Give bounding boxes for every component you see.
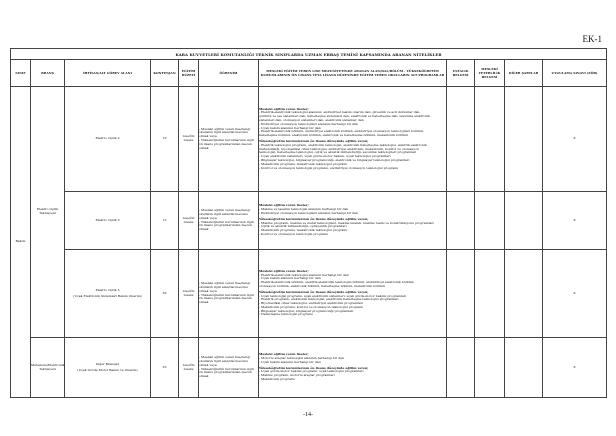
education-level-cell: Lise/Ön Lisans <box>179 250 199 338</box>
mastery-cell <box>447 338 475 398</box>
header-meslek: MESLEKİ EĞİTİM VEREN LİSE MEZUNİYETİNDE ARANAN ALAN/DAL/BÖLÜM - YÜKSEKÖĞRETİM KURUMLARININ ÖN LİSANS VEYA LİSANS DÜZEYİNDE EĞİTİM VEREN OKULLARIN ALT PROGRAMLAR <box>259 60 447 87</box>
duty-label: Elektro Optik 5 <box>95 287 120 292</box>
req-line: - Uçak gövde-motor bakımı programı, uçak teknolojisi programları <box>259 369 364 374</box>
education-line: - Mesleki eğitim veren lise/dengi okulların ilgili alan/dal mezunu olmak veya <box>199 208 251 220</box>
requirements-cell <box>259 338 447 398</box>
header-sinif: SINIF <box>11 60 31 87</box>
req-line: - Mekatronik programı, mekatronik teknolojisi programı <box>259 161 348 166</box>
req-line: - Uçak bakım alanının herhangi bir dalı <box>259 125 321 130</box>
education-level-cell: Lise/Ön Lisans <box>179 338 199 398</box>
education-line: - Mesleki eğitim veren lise/dengi okulların ilgili alan/dal mezunu olmak veya <box>199 281 251 293</box>
req-line: görüntü ve ses sistemleri dalı, haberleşme sistemleri dalı, elektronik ve haberleşme dalı, savunma elektronik <box>259 114 431 119</box>
req-title: Yükseköğretim kurumlarının ön lisans düzeyinde eğitim veren; <box>259 289 369 294</box>
education-level-cell: Lise/Ön Lisans <box>179 192 199 250</box>
education-line: - Yükseköğretim kurumlarının ilgili ön lisans programlarından mezun olmak <box>199 138 254 150</box>
quota-cell: 23 <box>151 338 179 398</box>
req-line: otomasyon bölümü, elektronik bölümü, haberleşme bölümü, mekatronik bölümü <box>259 283 385 288</box>
duty-sub-label: (Uçak Elektronik Sistemleri Bakım Onarım) <box>73 293 142 298</box>
req-title: Mesleki eğitim veren liseler; <box>259 352 309 357</box>
quota-cell: 39 <box>151 250 179 338</box>
header-ustalik: USTALIK BELGESİ <box>447 60 475 87</box>
req-line: - Makine programı, motorlu araçlar programları <box>259 373 335 378</box>
req-line: - Elektrik-elektronik bölümü, elektrik-elektronik teknolojisi bölümü, endüstriyel elektronik bölümü, <box>259 280 415 285</box>
req-line: - Elektrik-elektronik teknolojisi alanının; endüstriyel bakım onarım dalı, güvenlik ve acil durumlar dalı, <box>259 110 421 115</box>
req-line: - Elektrik programı, elektronik teknolojisi, elektronik haberleşme teknolojisi programları <box>259 297 399 302</box>
req-line: sistemleri dalı, otomasyon sistemleri dalı, elektronik sistemler dalı <box>259 118 364 123</box>
req-line: - Mekatronik programı <box>259 376 295 381</box>
req-line: - Uçak bakım alanının herhangi bir dalı <box>259 276 321 281</box>
education-cell <box>199 192 259 250</box>
req-title: Yükseköğretim kurumlarının ön lisans düzeyinde eğitim veren; <box>259 216 369 221</box>
duty-cell <box>65 250 151 338</box>
req-line: - Biyomedikal cihaz teknolojisi, endüstriyel elektronik programları <box>259 301 364 306</box>
table-row <box>11 250 607 338</box>
req-line: - Makine ve tasarım teknolojisi alanının herhangi bir dalı <box>259 207 349 212</box>
req-line: - Mekatronik programı, kontrol ve otomasyon teknolojisi programı <box>259 304 364 309</box>
education-cell <box>199 87 259 192</box>
req-line: - Haberleşme teknolojisi programı <box>259 312 313 317</box>
header-sinav: UYGULAMA SINAVI (EÖB) <box>543 60 607 87</box>
req-line: - Elektrik-elektronik bölümü, endüstriyel elektronik bölümü, endüstriyel otomasyon teknolojileri bölümü, <box>259 129 424 134</box>
duty-label: Diğer Branşlar <box>95 361 120 366</box>
class-cell: Bakım <box>11 87 31 398</box>
table-row <box>11 192 607 250</box>
req-line: - Elektrik-elektronik teknolojisi alanının herhangi bir dalı <box>259 272 349 277</box>
education-line: - Yükseköğretim kurumlarının ilgili ön lisans programlarından mezun olmak <box>199 219 254 232</box>
req-line: mühendisliği, biyomedikal cihaz teknolojisi, endüstriyel elektronik, mekatronik, kontrol ve otomasyon <box>259 146 419 151</box>
req-line: - Mekatronik programı, mekatronik teknolojisi programı <box>259 228 348 233</box>
branch-cell: Elektro Optik Teknisyeni <box>31 87 65 338</box>
duty-cell: Elektro Optik 2 <box>65 87 151 192</box>
competency-cell <box>475 192 505 250</box>
branch-cell: Muhabere/Elektronik Teknisyeni <box>31 338 65 398</box>
table-row <box>11 87 607 192</box>
req-line: - Elektrik teknolojisi programı, elektronik teknolojisi, elektronik haberleşme teknolojisi, elektrik-elektronik <box>259 142 427 147</box>
req-title: Yükseköğretim kurumlarının ön lisans düzeyinde eğitim veren; <box>259 365 369 370</box>
req-line: - Bilgisayar teknolojisi, bilgisayar programcılığı, elektronik ve bilgisayar teknolojisi programları <box>259 157 410 162</box>
table-title: KARA KUVVETLERİ KOMUTANLIĞI TEKNİK SINIFLARDA UZMAN ERBAŞ TEMİNİ KAPSAMINDA ARANAN NİTELİKLER <box>11 49 607 60</box>
duty-sub-label: (Uçak Gövde-Motor Bakım ve Onarım) <box>77 367 138 372</box>
competency-cell <box>475 250 505 338</box>
req-line: - Endüstriyel otomasyon teknolojileri alanının herhangi bir dalı <box>259 210 358 215</box>
annex-label: EK-1 <box>582 34 602 44</box>
exam-cell: X <box>543 338 607 398</box>
other-cell <box>505 250 543 338</box>
header-ogrenim: ÖĞRENİM <box>199 60 259 87</box>
req-title: Yükseköğretim kurumlarının ön lisans düzeyinde eğitim veren; <box>259 139 369 143</box>
req-line: - Kontrol ve otomasyon teknolojisi programı <box>259 231 328 236</box>
competency-cell <box>475 338 505 398</box>
education-cell <box>199 338 259 398</box>
header-kontenjan: KONTENJAN <box>151 60 179 87</box>
competency-cell <box>475 87 505 192</box>
req-title: Mesleki eğitim veren liseler; <box>259 106 309 111</box>
header-diger: DİĞER ŞARTLAR <box>505 60 543 87</box>
other-cell <box>505 87 543 192</box>
header-egitim-duzeyi: EĞİTİM DÜZEYİ <box>179 60 199 87</box>
education-line: - Mesleki eğitim veren lise/dengi okulların ilgili alan/dal mezunu olmak veya <box>199 126 251 139</box>
header-gorev: İHTİSAS/ALT GÖREV ALANI <box>65 60 151 87</box>
requirements-cell <box>259 192 447 250</box>
quota-cell: 12 <box>151 192 179 250</box>
req-line: - Uçak bakım alanının herhangi bir dalı <box>259 359 321 364</box>
duty-cell: Elektro Optik 3 <box>65 192 151 250</box>
education-line: - Mesleki eğitim veren lise/dengi okulların ilgili alan/dal mezunu olmak veya <box>199 355 251 367</box>
req-line: haberleşme bölümü, elektronik bölümü, elektronik ve haberleşme bölümü, mekatronik bölümü <box>259 133 408 138</box>
exam-cell: X <box>543 87 607 192</box>
req-title: Mesleki eğitim veren liseler; <box>259 268 309 273</box>
req-line: - Motorlu araçlar teknolojisi alanının herhangi bir dalı <box>259 356 344 360</box>
exam-cell: X <box>543 250 607 338</box>
exam-cell: X <box>543 192 607 250</box>
req-line: - Uçak elektronik sistemleri, uçak gövde-motor bakımı, uçak teknolojisi programları <box>259 154 391 159</box>
duty-cell <box>65 338 151 398</box>
req-line: - Endüstriyel otomasyon teknolojileri alanının herhangi bir dalı <box>259 121 358 126</box>
req-line: - Kontrol ve otomasyon teknolojisi programı, endüstriyel otomasyon teknolojisi programı <box>259 165 399 170</box>
education-line: - Yükseköğretim kurumlarının ilgili ön lisans programlarından mezun olmak <box>199 366 254 379</box>
requirements-cell <box>259 250 447 338</box>
req-line: - Makine programı, makine ve metal teknolojileri, makine imalatı, makine resmi ve konstrüksiyonu programları <box>259 220 434 225</box>
req-line: teknolojisi, haberleşme teknolojisi, optik ve akustik mühendisliği, savunma teknolojileri programları <box>259 150 417 155</box>
mastery-cell <box>447 87 475 192</box>
other-cell <box>505 192 543 250</box>
req-title: Mesleki eğitim veren liseler; <box>259 203 309 208</box>
education-cell <box>199 250 259 338</box>
header-yeterlilik: MESLEKİ YETERLİLİK BELGESİ <box>475 60 505 87</box>
table-row <box>11 338 607 398</box>
req-line: - Uçak teknolojisi programı, uçak elektronik sistemleri, uçak gövde-motor bakımı programları <box>259 293 407 298</box>
education-level-cell: Lise/Ön Lisans <box>179 87 199 192</box>
quota-cell: 19 <box>151 87 179 192</box>
page-number: -14- <box>303 412 313 418</box>
mastery-cell <box>447 192 475 250</box>
requirements-cell <box>259 87 447 192</box>
qualifications-table <box>10 48 607 398</box>
other-cell <box>505 338 543 398</box>
education-line: - Yükseköğretim kurumlarının ilgili ön lisans programlarından mezun olmak <box>199 292 254 305</box>
req-line: - Optik ve akustik mühendisliği, optisyenlik programları <box>259 224 347 229</box>
req-line: - Bilgisayar teknolojisi, bilgisayar programcılığı programları <box>259 308 354 313</box>
mastery-cell <box>447 250 475 338</box>
header-brans: BRANŞ <box>31 60 65 87</box>
